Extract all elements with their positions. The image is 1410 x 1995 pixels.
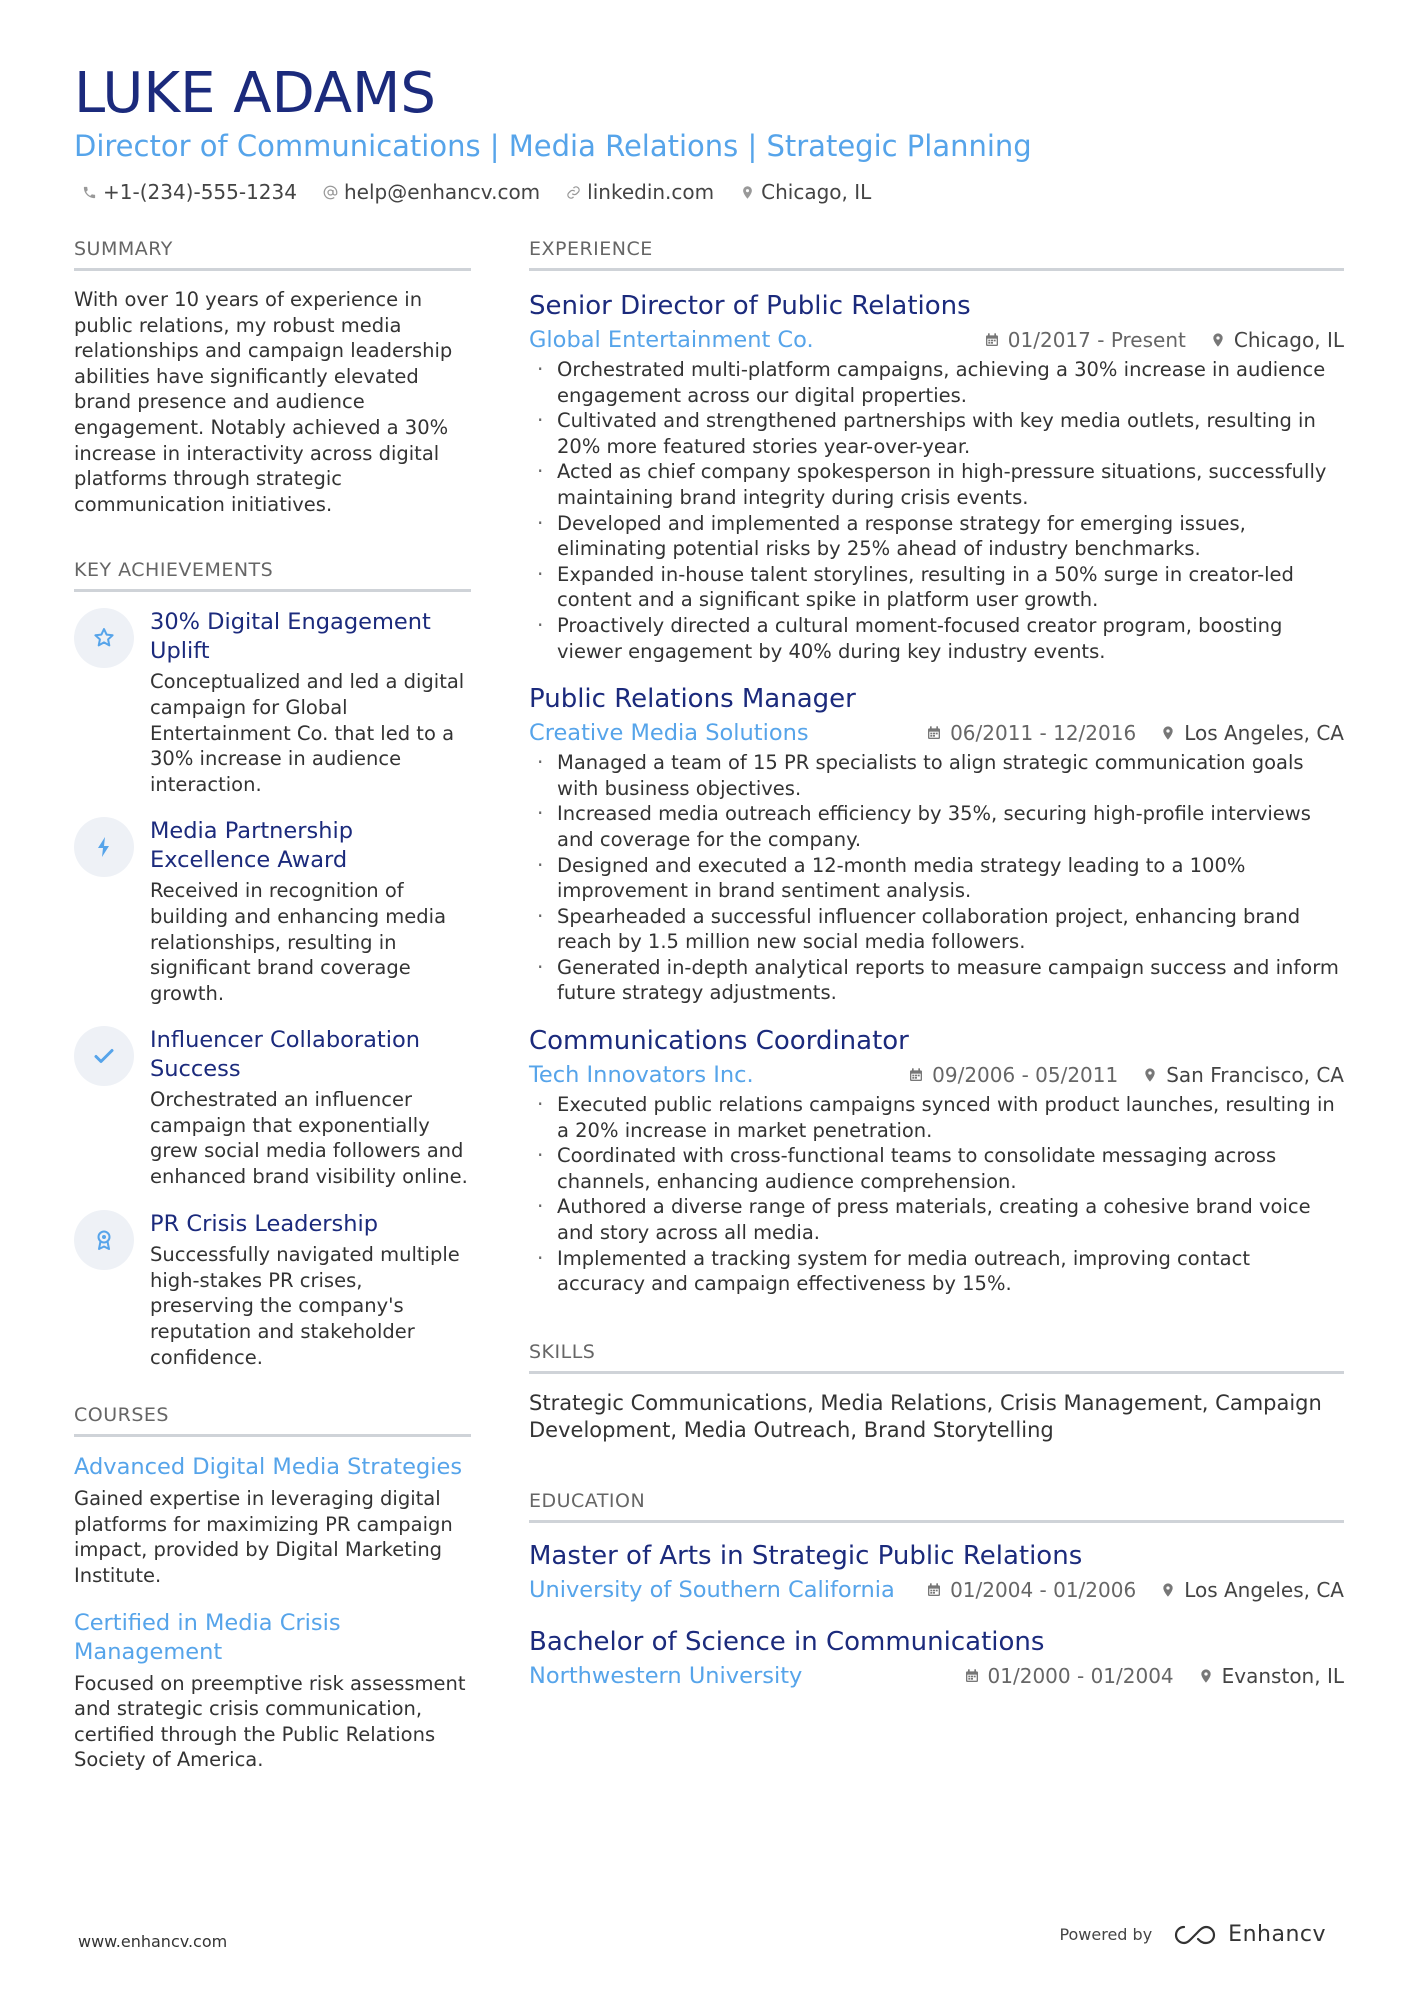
achievement-title: Influencer Collaboration Success [150, 1027, 420, 1082]
education-meta [529, 1575, 1344, 1605]
job-title: Communications Coordinator [529, 1026, 909, 1057]
job-location-text: Los Angeles, CA [1184, 721, 1344, 746]
school-name: University of Southern California [529, 1576, 895, 1603]
education-location [1160, 1578, 1344, 1602]
right-column [529, 236, 1344, 1691]
courses-section [74, 1402, 471, 1773]
skills-heading: SKILLS [529, 1339, 1344, 1374]
job-meta [529, 1060, 1344, 1090]
powered-by-label: Powered by [1059, 1925, 1153, 1944]
education-heading: EDUCATION [529, 1488, 1344, 1523]
job-location [1160, 721, 1344, 745]
bullet-item: · Designed and executed a 12-month media strategy leading to a 100% improvement in brand sentiment analysis. [529, 853, 1344, 904]
job-location-text: San Francisco, CA [1166, 1063, 1344, 1088]
location-pin-icon [1142, 1067, 1158, 1083]
job-meta-right [908, 1063, 1344, 1087]
bolt-icon [92, 835, 116, 859]
candidate-headline: Director of Communications | Media Relations | Strategic Planning [74, 129, 1032, 163]
achievement-desc: Orchestrated an influencer campaign that exponentially grew social media followers and enhanced brand visibility online. [150, 1088, 468, 1189]
achievement-item [74, 817, 471, 1006]
school-name: Northwestern University [529, 1662, 803, 1689]
achievements-list [74, 608, 471, 1370]
skills-text: Strategic Communications, Media Relations, Crisis Management, Campaign Development, Media Outreach, Brand Storytelling [529, 1390, 1322, 1442]
degree-title: Bachelor of Science in Communications [529, 1626, 1045, 1657]
brand-name: Enhancv [1228, 1922, 1326, 1947]
job-location [1142, 1063, 1344, 1087]
experience-section [529, 236, 1344, 1297]
achievement-body [150, 1026, 471, 1189]
job-meta [529, 325, 1344, 355]
contact-email[interactable] [323, 178, 540, 206]
check-icon [92, 1044, 116, 1068]
bullet-item: · Implemented a tracking system for media outreach, improving contact accuracy and campaign effectiveness by 15%. [529, 1246, 1344, 1297]
job-bullets [529, 750, 1344, 1006]
contact-phone [82, 178, 297, 206]
education-location-text: Los Angeles, CA [1184, 1577, 1344, 1602]
contact-bar [82, 178, 871, 206]
job-title: Senior Director of Public Relations [529, 291, 971, 321]
course-item [74, 1609, 471, 1773]
linkedin-text: linkedin.com [587, 180, 715, 204]
candidate-name: LUKE ADAMS [74, 61, 436, 126]
job-company: Tech Innovators Inc. [529, 1062, 754, 1089]
achievement-title: PR Crisis Leadership [150, 1210, 379, 1237]
courses-heading: COURSES [74, 1402, 471, 1437]
bullet-item: · Spearheaded a successful influencer collaboration project, enhancing brand reach by 1.5 million new social media followers. [529, 904, 1344, 955]
course-title: Advanced Digital Media Strategies [74, 1454, 463, 1481]
job-dates-text: 01/2017 - Present [1007, 328, 1186, 352]
job-meta-right [926, 721, 1344, 745]
job-entry [529, 682, 1344, 1006]
bullet-item: · Expanded in-house talent storylines, resulting in a 50% surge in creator-led content and a significant spike in platform user growth. [529, 562, 1344, 613]
contact-location [740, 178, 871, 206]
calendar-icon [926, 1582, 942, 1598]
resume-page [74, 0, 1344, 1995]
footer-branding [1059, 1922, 1326, 1947]
achievements-heading: KEY ACHIEVEMENTS [74, 557, 471, 592]
achievement-icon-badge [74, 1026, 134, 1086]
bullet-item: · Acted as chief company spokesperson in high-pressure situations, successfully maintaining brand integrity during crisis events. [529, 459, 1344, 510]
skills-section [529, 1339, 1344, 1444]
contact-linkedin[interactable] [566, 178, 714, 206]
job-title: Public Relations Manager [529, 684, 856, 715]
star-icon [92, 626, 116, 650]
education-dates [964, 1664, 1174, 1688]
course-desc: Gained expertise in leveraging digital platforms for maximizing PR campaign impact, provided by Digital Marketing Institute. [74, 1487, 453, 1587]
location-pin-icon [1160, 1582, 1176, 1598]
course-title: Certified in Media Crisis Management [74, 1609, 341, 1665]
course-item [74, 1453, 471, 1588]
calendar-icon [984, 332, 1000, 348]
achievement-body [150, 1210, 471, 1370]
job-meta-right [984, 328, 1344, 352]
job-entry [529, 289, 1344, 664]
achievement-item [74, 1210, 471, 1370]
job-dates-text: 09/2006 - 05/2011 [932, 1063, 1119, 1088]
brand-logo[interactable] [1172, 1922, 1326, 1947]
achievement-desc: Received in recognition of building and enhancing media relationships, resulting in significant brand coverage growth. [150, 879, 447, 1005]
achievement-body [150, 817, 471, 1006]
education-entry [529, 1539, 1344, 1605]
achievement-icon-badge [74, 1210, 134, 1270]
bullet-item: · Proactively directed a cultural moment-focused creator program, boosting viewer engagement by 40% during key industry events. [529, 613, 1344, 664]
education-section [529, 1488, 1344, 1691]
job-dates [984, 328, 1186, 352]
experience-heading: EXPERIENCE [529, 236, 1344, 271]
job-location [1210, 328, 1344, 352]
bullet-item: · Generated in-depth analytical reports to measure campaign success and inform future strategy adjustments. [529, 955, 1344, 1006]
education-dates [926, 1578, 1136, 1602]
bullet-item: · Executed public relations campaigns synced with product launches, resulting in a 20% increase in market penetration. [529, 1092, 1344, 1143]
phone-text: +1-(234)-555-1234 [103, 180, 297, 204]
infinity-logo-icon [1172, 1923, 1218, 1947]
job-meta [529, 718, 1344, 748]
achievements-section [74, 557, 471, 1370]
summary-text: With over 10 years of experience in public relations, my robust media relationships and campaign leadership abilities have significantly elevated brand presence and audience engagement. Notably achieved a 30% increase in interactivity across digital platforms through strategic communication initiatives. [74, 288, 453, 516]
location-pin-icon [1198, 1668, 1214, 1684]
education-meta-right [964, 1664, 1344, 1688]
job-bullets [529, 357, 1344, 664]
degree-title: Master of Arts in Strategic Public Relations [529, 1540, 1083, 1571]
job-location-text: Chicago, IL [1233, 328, 1344, 352]
bullet-item: · Coordinated with cross-functional teams to consolidate messaging across channels, enhancing audience comprehension. [529, 1143, 1344, 1194]
job-dates-text: 06/2011 - 12/2016 [950, 721, 1137, 746]
email-text: help@enhancv.com [343, 180, 541, 204]
education-entry [529, 1625, 1344, 1691]
education-meta [529, 1661, 1344, 1691]
education-location-text: Evanston, IL [1221, 1663, 1344, 1688]
location-pin-icon [740, 185, 755, 200]
award-icon [92, 1228, 116, 1252]
education-dates-text: 01/2004 - 01/2006 [950, 1577, 1137, 1602]
achievement-desc: Conceptualized and led a digital campaign for Global Entertainment Co. that led to a 30% increase in audience interaction. [150, 670, 465, 796]
summary-section [74, 236, 471, 517]
achievement-icon-badge [74, 608, 134, 668]
bullet-item: · Authored a diverse range of press materials, creating a cohesive brand voice and story across all media. [529, 1194, 1344, 1245]
location-text: Chicago, IL [761, 180, 872, 204]
calendar-icon [926, 725, 942, 741]
education-meta-right [926, 1578, 1344, 1602]
calendar-icon [964, 1668, 980, 1684]
location-pin-icon [1210, 332, 1226, 348]
achievement-item [74, 1026, 471, 1189]
job-dates [908, 1063, 1118, 1087]
bullet-item: · Developed and implemented a response strategy for emerging issues, eliminating potential risks by 25% ahead of industry benchmarks. [529, 511, 1344, 562]
job-company: Global Entertainment Co. [529, 327, 814, 353]
achievement-title: Media Partnership Excellence Award [150, 818, 354, 873]
job-company: Creative Media Solutions [529, 720, 809, 747]
at-icon [323, 185, 338, 200]
job-bullets [529, 1092, 1344, 1297]
achievement-body [150, 608, 471, 797]
achievement-desc: Successfully navigated multiple high-stakes PR crises, preserving the company's reputation and stakeholder confidence. [150, 1243, 460, 1369]
footer-website[interactable]: www.enhancv.com [78, 1932, 228, 1951]
job-entry [529, 1024, 1344, 1297]
course-desc: Focused on preemptive risk assessment and strategic crisis communication, certified through the Public Relations Society of America. [74, 1671, 466, 1772]
achievement-item [74, 608, 471, 797]
achievement-icon-badge [74, 817, 134, 877]
phone-icon [82, 185, 97, 200]
bullet-item: · Cultivated and strengthened partnerships with key media outlets, resulting in 20% more featured stories year-over-year. [529, 408, 1344, 459]
achievement-title: 30% Digital Engagement Uplift [150, 609, 431, 664]
location-pin-icon [1160, 725, 1176, 741]
bullet-item: · Orchestrated multi-platform campaigns, achieving a 30% increase in audience engagement across our digital properties. [529, 357, 1344, 408]
link-icon [566, 185, 581, 200]
job-dates [926, 721, 1136, 745]
left-column [74, 236, 471, 1773]
calendar-icon [908, 1067, 924, 1083]
summary-heading: SUMMARY [74, 236, 471, 271]
bullet-item: · Increased media outreach efficiency by 35%, securing high-profile interviews and coverage for the company. [529, 801, 1344, 852]
bullet-item: · Managed a team of 15 PR specialists to align strategic communication goals with business objectives. [529, 750, 1344, 801]
education-location [1198, 1664, 1344, 1688]
education-dates-text: 01/2000 - 01/2004 [987, 1663, 1174, 1688]
